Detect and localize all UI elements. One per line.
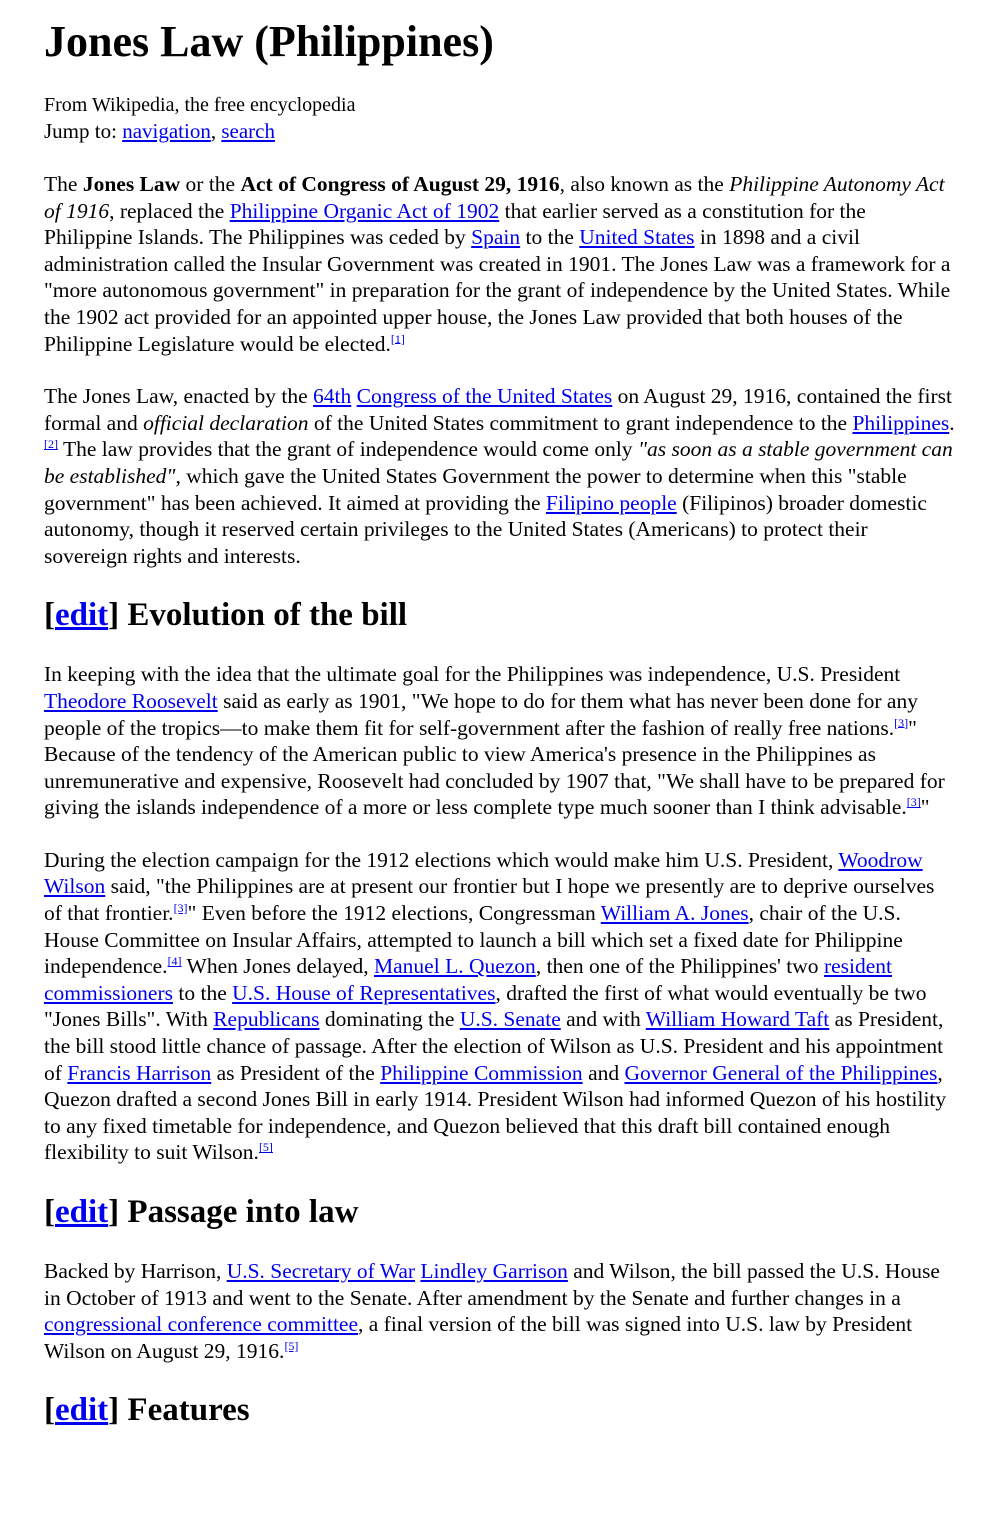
section-heading-evolution: [edit] Evolution of the bill (44, 597, 408, 634)
link-william-howard-taft[interactable]: William Howard Taft (645, 1007, 830, 1032)
text: and Wilson, the bill passed the U.S. House in October of 1913 and went to the Senate. After amendment by the Senate and further changes in a (44, 1259, 940, 1310)
link-francis-harrison[interactable]: Francis Harrison (67, 1060, 212, 1085)
text: The (44, 172, 83, 196)
text: in 1898 and a civil administration called the Insular Government was created in 1901. The Jones Law was a framework for a "more autonomous government" in preparation for the grant of independence by the United States. While the 1902 act provided for an appointed upper house, the Jones Law provided that both houses of the Philippine Legislature would be elected. (44, 225, 951, 356)
section-title: Evolution of the bill (127, 597, 408, 634)
link-theodore-roosevelt[interactable]: Theodore Roosevelt (44, 688, 218, 713)
text: , also known as the (559, 172, 730, 196)
citation-3[interactable]: [3] (906, 795, 921, 810)
text: of the United States commitment to grant independence to the (308, 410, 853, 435)
from-line: From Wikipedia, the free encyclopedia (44, 94, 356, 116)
link-philippines[interactable]: Philippines (852, 410, 950, 435)
evolution-paragraph-2 (44, 847, 956, 1166)
link-lindley-garrison[interactable]: Lindley Garrison (420, 1259, 568, 1283)
citation-3[interactable]: [3] (894, 715, 909, 730)
text: The law provides that the grant of independence would come only (58, 437, 638, 462)
bold-text: Act of Congress of August 29, 1916 (240, 172, 560, 196)
citation-5[interactable]: [5] (258, 1140, 273, 1155)
link-secretary-of-war[interactable]: U.S. Secretary of War (226, 1259, 416, 1283)
text: , Quezon drafted a second Jones Bill in early 1914. President Wilson had informed Quezon of his hostility to any fixed timetable for independence, and Quezon believed that this draft bill contained enough flexibility to suit Wilson. (44, 1060, 947, 1165)
italic-text: Philippine Autonomy Act of 1916 (44, 172, 945, 223)
link-resident-commissioners[interactable]: resident commissioners (44, 954, 892, 1005)
link-manuel-quezon[interactable]: Manuel L. Quezon (374, 954, 536, 979)
text: During the election campaign for the 1912 elections which would make him U.S. President, (44, 847, 839, 872)
text: , which gave the United States Government the power to determine when this "stable government" has been achieved. It aimed at providing the (44, 463, 907, 515)
link-64th[interactable]: 64th (313, 384, 352, 409)
text: and (582, 1060, 625, 1085)
link-republicans[interactable]: Republicans (213, 1007, 320, 1032)
link-governor-general[interactable]: Governor General of the Philippines (624, 1060, 938, 1085)
italic-text: official declaration (143, 410, 309, 435)
jump-links (44, 118, 956, 144)
section-heading-passage: [edit] Passage into law (44, 1194, 359, 1230)
intro-paragraph-2 (44, 383, 956, 569)
edit-link[interactable]: edit (55, 1194, 109, 1230)
link-filipino-people[interactable]: Filipino people (545, 490, 677, 515)
citation-4[interactable]: [4] (167, 954, 182, 969)
intro-paragraph-1 (44, 171, 956, 357)
bold-text: Jones Law (82, 172, 181, 196)
text: said, "the Philippines are at present our frontier but I hope we presently are to deprive ourselves of that frontier. (44, 874, 935, 926)
italic-text: "as soon as a stable government can be established" (44, 437, 953, 488)
text: The Jones Law, enacted by the (44, 384, 314, 409)
link-us-senate[interactable]: U.S. Senate (459, 1007, 561, 1032)
text: " (920, 795, 930, 820)
text: , replaced the (109, 198, 230, 223)
text: to the (173, 980, 233, 1005)
edit-link[interactable]: edit (55, 597, 109, 634)
text: , drafted the first of what would eventually be two "Jones Bills". With (44, 980, 927, 1032)
text: " Even before the 1912 elections, Congressman (187, 901, 601, 926)
section-title: Features (127, 1392, 250, 1429)
link-conference-committee[interactable]: congressional conference committee (44, 1312, 358, 1337)
search-link[interactable]: search (221, 119, 275, 143)
link-us-house[interactable]: U.S. House of Representatives (232, 980, 496, 1005)
link-spain[interactable]: Spain (471, 225, 521, 250)
text: In keeping with the idea that the ultimate goal for the Philippines was independence, U.S. President (44, 662, 901, 687)
text: on August 29, 1916, contained the first formal and (44, 384, 953, 435)
page-title: Jones Law (Philippines) (44, 17, 494, 66)
text: or the (180, 172, 241, 196)
citation-5[interactable]: [5] (284, 1338, 299, 1353)
edit-link[interactable]: edit (55, 1392, 109, 1429)
text: as President, the bill stood little chance of passage. After the election of Wilson as U.S. President and his appointment of (44, 1007, 944, 1085)
text: as President of the (211, 1060, 381, 1085)
evolution-paragraph-1 (44, 661, 956, 821)
text: Backed by Harrison, (44, 1259, 227, 1283)
text: said as early as 1901, "We hope to do for them what has never been done for any people of the tropics—to make them fit for self-government after the fashion of really free nations. (44, 688, 918, 740)
passage-paragraph (44, 1258, 956, 1364)
link-united-states[interactable]: United States (579, 225, 695, 250)
link-philippine-commission[interactable]: Philippine Commission (380, 1060, 583, 1085)
text: . (949, 410, 955, 435)
section-heading-features: [edit] Features (44, 1392, 250, 1429)
jump-prefix: Jump to: (44, 119, 123, 143)
link-congress[interactable]: Congress of the United States (356, 384, 613, 409)
navigation-link[interactable]: navigation (122, 119, 211, 143)
text: and with (560, 1007, 646, 1032)
text: to the (520, 225, 580, 250)
link-woodrow-wilson[interactable]: Woodrow Wilson (44, 847, 923, 899)
link-organic-act[interactable]: Philippine Organic Act of 1902 (229, 198, 500, 223)
text: " Because of the tendency of the American public to view America's presence in the Philippines as unremunerative and expensive, Roosevelt had concluded by 1907 that, "We shall have to be prepared for giving the islands independence of a more or less complete type much sooner than I think advisable. (44, 715, 945, 820)
text: , a final version of the bill was signed into U.S. law by President Wilson on August 29, 1916. (44, 1312, 913, 1363)
section-title: Passage into law (127, 1194, 359, 1230)
text: dominating the (319, 1007, 460, 1032)
text: When Jones delayed, (181, 954, 375, 979)
link-william-a-jones[interactable]: William A. Jones (600, 901, 749, 926)
citation-1[interactable]: [1] (390, 331, 405, 346)
jump-separator: , (210, 119, 222, 143)
text: that earlier served as a constitution for the Philippine Islands. The Philippines was ceded by (44, 198, 866, 250)
text: , chair of the U.S. House Committee on Insular Affairs, attempted to launch a bill which set a fixed date for Philippine independence. (44, 901, 903, 979)
text: (Filipinos) broader domestic autonomy, though it reserved certain privileges to the United States (Americans) to protect their sovereign rights and interests. (44, 490, 927, 568)
text: , then one of the Philippines' two (535, 954, 824, 979)
citation-3[interactable]: [3] (173, 900, 188, 915)
citation-2[interactable]: [2] (44, 437, 58, 452)
